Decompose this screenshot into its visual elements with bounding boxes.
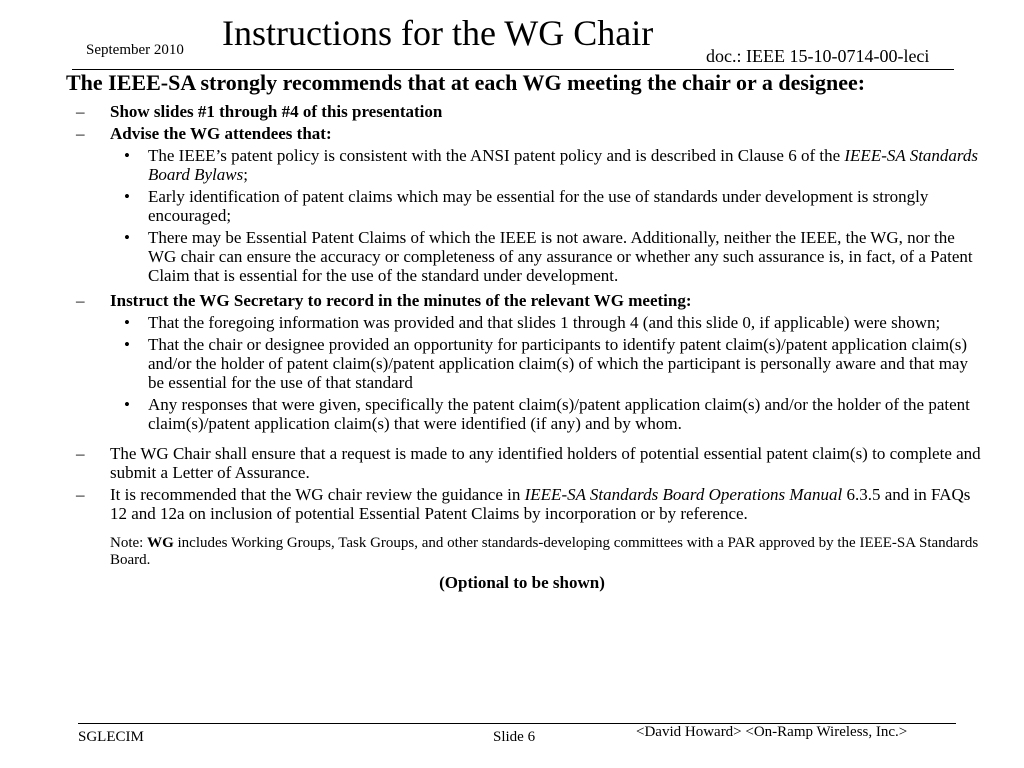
- sub-item-text: That the foregoing information was provided and that slides 1 through 4 (and this slide 0, if applicable) were shown;: [148, 313, 941, 332]
- slide-number: Slide 6: [493, 729, 536, 745]
- bullet-marker: •: [124, 313, 130, 332]
- footnote: [66, 535, 986, 569]
- list-item-show-slides: [66, 102, 986, 121]
- sub-item-information-provided: [66, 313, 986, 332]
- slide-title: Instructions for the WG Chair: [222, 13, 654, 53]
- intro-heading: The IEEE-SA strongly recommends that at each WG meeting the chair or a designee:: [66, 70, 866, 95]
- footer-author: <David Howard> <On-Ramp Wireless, Inc.>: [636, 724, 908, 740]
- bullet-marker: •: [124, 228, 130, 247]
- footer-group-name: SGLECIM: [78, 729, 144, 745]
- bullet-marker: •: [124, 335, 130, 354]
- note-term: WG: [147, 535, 174, 551]
- dash-marker: –: [76, 485, 85, 504]
- list-item-text: Instruct the WG Secretary to record in the minutes of the relevant WG meeting:: [110, 291, 692, 310]
- bullet-marker: •: [124, 146, 130, 165]
- bylaws-reference: IEEE-SA Standards Board Bylaws: [148, 146, 979, 184]
- list-item-letter-of-assurance: [66, 444, 986, 482]
- sub-item-responses: [66, 395, 986, 433]
- sub-item-patent-policy: [66, 146, 986, 184]
- operations-manual-reference: IEEE-SA Standards Board Operations Manual: [524, 485, 843, 504]
- sub-item-text: There may be Essential Patent Claims of which the IEEE is not aware. Additionally, neither the IEEE, the WG, nor the WG chair can ensure the accuracy or completeness of any assurance or whether any such assurance is, in fact, of a Patent Claim that is essential for the use of the standard under development.: [148, 228, 973, 285]
- sub-item-essential-claims: [66, 228, 986, 285]
- list-item-text-end: 6.3.5 and in FAQs 12 and 12a on inclusion of potential Essential Patent Claims by incorporation or by reference.: [110, 485, 971, 523]
- bullet-marker: •: [124, 187, 130, 206]
- dash-marker: –: [76, 444, 85, 463]
- sub-item-text: Any responses that were given, specifically the patent claim(s)/patent application claim(s) and/or the holder of the patent claim(s)/patent application claim(s) that were identified (if any) and by whom.: [148, 395, 970, 433]
- list-item-review-guidance: [66, 485, 986, 523]
- dash-marker: –: [76, 291, 85, 310]
- list-item-text: Advise the WG attendees that:: [110, 124, 332, 143]
- bullet-marker: •: [124, 395, 130, 414]
- header-date: September 2010: [86, 42, 184, 58]
- sub-item-early-identification: [66, 187, 986, 225]
- list-item-text: It is recommended that the WG chair review the guidance in: [110, 485, 525, 504]
- note-label: Note:: [110, 535, 148, 551]
- dash-marker: –: [76, 124, 85, 143]
- sub-item-text: That the chair or designee provided an opportunity for participants to identify patent claim(s)/patent application claim(s) and/or the holder of patent claim(s)/patent application claim(s) of which the participant is personally aware and that may be essential for the use of that standard: [148, 335, 968, 392]
- note-text: includes Working Groups, Task Groups, and other standards-developing committees with a PAR approved by the IEEE-SA Standards Board.: [110, 535, 979, 568]
- list-item-instruct-secretary: [66, 291, 986, 310]
- list-item-text: The WG Chair shall ensure that a request is made to any identified holders of potential essential patent claim(s) to complete and submit a Letter of Assurance.: [110, 444, 981, 482]
- sub-item-text: Early identification of patent claims which may be essential for the use of standards under development is strongly encouraged;: [148, 187, 929, 225]
- list-item-text: Show slides #1 through #4 of this presentation: [110, 102, 443, 121]
- optional-notice: (Optional to be shown): [439, 573, 605, 592]
- sub-item-text-end: ;: [243, 165, 248, 184]
- dash-marker: –: [76, 102, 85, 121]
- list-item-advise-attendees: [66, 124, 986, 143]
- sub-item-opportunity: [66, 335, 986, 392]
- sub-item-text: The IEEE’s patent policy is consistent with the ANSI patent policy and is described in Clause 6 of the: [148, 146, 845, 165]
- document-id: doc.: IEEE 15-10-0714-00-leci: [706, 46, 930, 66]
- slide-body: [66, 72, 986, 593]
